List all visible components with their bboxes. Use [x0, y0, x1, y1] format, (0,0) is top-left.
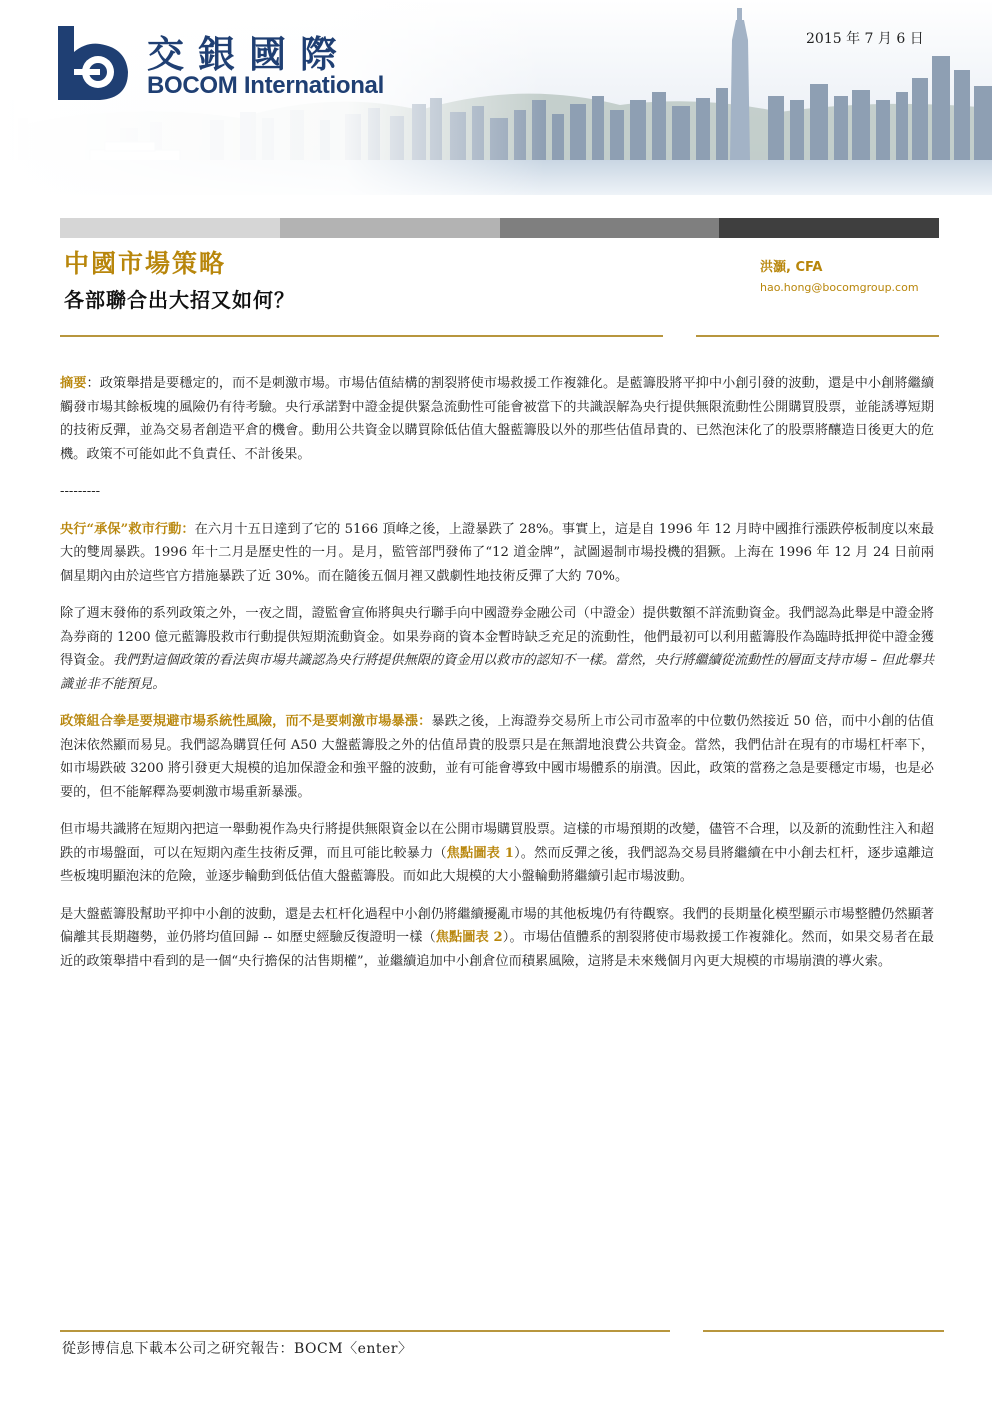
paragraph-1-text: 在六月十五日達到了它的 5166 頂峰之後，上證暴跌了 28%。事實上，這是自 1996 年 12 月時中國推行漲跌停板制度以來最大的雙周暴跌。1996 年十二月是歷史性的一月。是月，監管部門發佈了“12 道金牌”，試圖遏制市場投機的猖獗。上海在 1996 年 12 月 24 日前兩個星期內由於這些官方措施暴跌了近 30%。而在隨後五個月裡又戲劇性地技術反彈了大約 70%。: [60, 521, 935, 584]
paragraph-5-text-a: 是大盤藍籌股幫助平抑中小創的波動，還是去杠杆化過程中小創仍將繼續擾亂市場的其他板塊仍有待觀察。我們的長期量化模型顯示市場整體仍然顯著偏離其長期趨勢，並仍將均值回歸 -- 如歷史經驗反復證明一樣（: [60, 906, 934, 945]
summary-paragraph: [60, 372, 934, 466]
footer-rule-right: [703, 1330, 944, 1332]
brand-logo: [52, 22, 412, 102]
paragraph-4-text-a: 但市場共識將在短期內把這一舉動視作為央行將提供無限資金以在公開市場購買股票。這樣的市場預期的改變，儘管不合理，以及新的流動性注入和超跌的市場盤面，可以在短期內產生技術反彈，而且可能比較暴力（: [60, 822, 934, 861]
stripe-2: [280, 218, 500, 238]
title-rule-right: [696, 335, 939, 337]
paragraph-1-lead: 央行“承保”救市行動：: [60, 521, 195, 537]
paragraph-1: [60, 518, 934, 589]
footer-rule-left: [60, 1330, 670, 1332]
stripe-4: [719, 218, 939, 238]
paragraph-2-italic: 我們對這個政策的看法與市場共識認為央行將提供無限的資金用以救市的認知不一樣。當然，央行將繼續從流動性的層面支持市場 – 但此舉共識並非不能預見。: [60, 653, 935, 692]
report-title: 中國市場策略: [64, 249, 227, 278]
separator-dashes: ---------: [60, 484, 101, 499]
stripe-3: [500, 218, 720, 238]
author-name: 洪灝, CFA: [760, 260, 823, 275]
title-rule-left: [60, 335, 663, 337]
report-subtitle: 各部聯合出大招又如何？: [64, 288, 295, 312]
summary-text: ：政策舉措是要穩定的，而不是刺激市場。市場估值結構的割裂將使市場救援工作複雜化。是藍籌股將平抑中小創引發的波動，還是中小創將繼續觸發市場其餘板塊的風險仍有待考驗。央行承諾對中證金提供緊急流動性可能會被當下的共識誤解為央行提供無限流動性公開購買股票，並能誘導短期的技術反彈，並為交易者創造平倉的機會。動用公共資金以購買除低估值大盤藍籌股以外的那些估值昂貴的、已然泡沫化了的股票將釀造日後更大的危機。政策不可能如此不負責任、不計後果。: [60, 376, 935, 462]
stripe-1: [60, 218, 280, 238]
paragraph-5-text-b: ）。市場估值體系的割裂將使市場救援工作複雜化。然而，如果交易者在最近的政策舉措中看到的是一個“央行擔保的沽售期權”，並繼續追加中小創倉位而積累風險，這將是未來幾個月內更大規模的市場崩潰的導火索。: [60, 930, 934, 969]
paragraph-3-text: 暴跌之後，上海證券交易所上市公司市盈率的中位數仍然接近 50 倍，而中小創的估值泡沫依然顯而易見。我們認為購買任何 A50 大盤藍籌股之外的估值昂貴的股票只是在無謂地浪費公共資金。當然，我們估計在現有的市場杠杆率下，如市場跌破 3200 將引發更大規模的追加保證金和強平盤的波動，並有可能會導致中國市場體系的崩潰。因此，政策的當務之急是要穩定市場，也是必要的，但不能解釋為要刺激市場重新暴漲。: [60, 714, 934, 800]
report-date: 2015 年 7 月 6 日: [806, 31, 924, 47]
summary-lead: 摘要: [60, 376, 87, 391]
header-banner: [0, 0, 992, 195]
paragraph-3-lead: 政策組合拳是要規避市場系統性風險，而不是要刺激市場暴漲：: [60, 714, 432, 729]
figure-ref-1[interactable]: 焦點圖表 1: [446, 845, 514, 861]
header-stripes: [60, 218, 939, 238]
report-body: [60, 372, 934, 987]
paragraph-4: [60, 818, 934, 889]
paragraph-5: [60, 903, 934, 974]
paragraph-3: [60, 710, 934, 804]
bocom-logo-icon: [52, 22, 132, 102]
brand-name-cn: 交銀國際: [147, 32, 351, 76]
author-email[interactable]: hao.hong@bocomgroup.com: [760, 281, 919, 294]
figure-ref-2[interactable]: 焦點圖表 2: [435, 930, 503, 945]
paragraph-4-text-b: ）。然而反彈之後，我們認為交易員將繼續在中小創去杠杆，逐步遠離這些板塊明顯泡沫的危險，並逐步輪動到低估值大盤藍籌股。而如此大規模的大小盤輪動將繼續引起市場波動。: [60, 845, 934, 884]
footer-text: 從彭博信息下載本公司之研究報告：BOCM〈enter〉: [62, 1341, 413, 1357]
paragraph-2-text: 除了週末發佈的系列政策之外，一夜之間，證監會宣佈將與央行聯手向中國證券金融公司（中證金）提供數額不詳流動資金。我們認為此舉是中證金將為券商的 1200 億元藍籌股救市行動提供短期流動資金。如果券商的資本金暫時缺乏充足的流動性，他們最初可以利用藍籌股作為臨時抵押從中證金獲得資金。: [60, 606, 934, 668]
brand-name-en: BOCOM International: [147, 72, 384, 99]
paragraph-2: [60, 602, 934, 696]
